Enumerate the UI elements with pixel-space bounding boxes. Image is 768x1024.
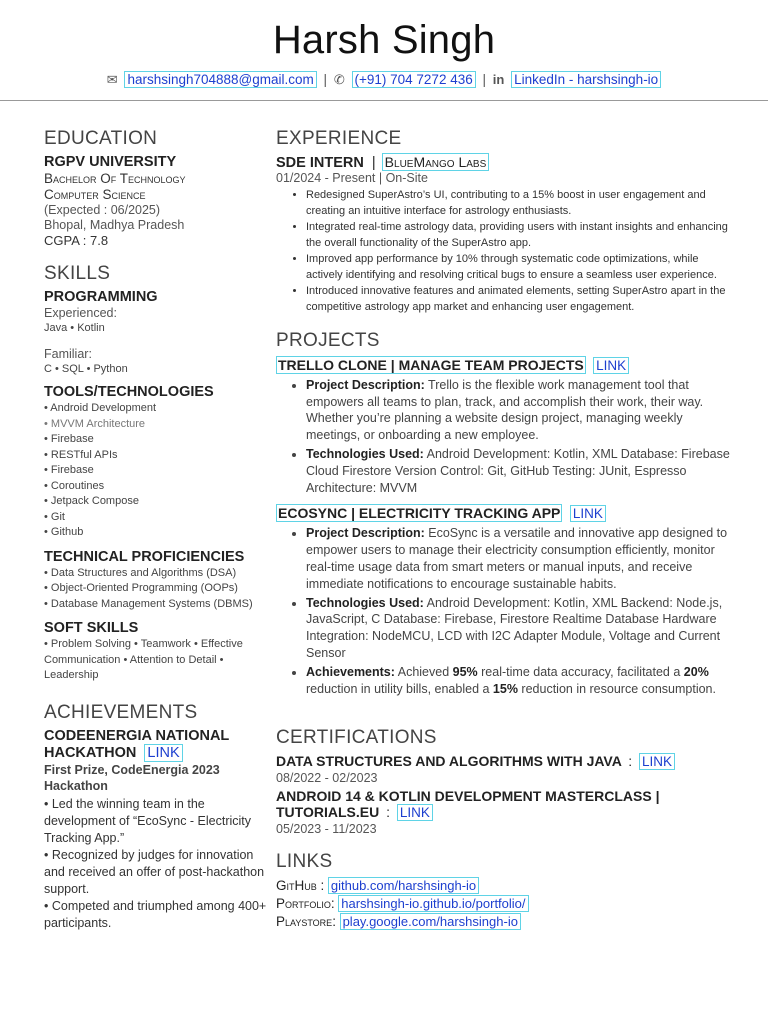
tools-item: • RESTful APIs bbox=[44, 448, 118, 461]
project-title[interactable]: ECOSYNC | ELECTRICITY TRACKING APP bbox=[278, 505, 561, 522]
github-link[interactable]: github.com/harshsingh-io bbox=[328, 877, 479, 894]
familiar-languages: C • SQL • Python bbox=[44, 362, 128, 375]
label: Project Description: bbox=[306, 526, 425, 541]
tools-item: • MVVM Architecture bbox=[44, 417, 146, 430]
tech-item: • Object-Oriented Programming (OOPs) bbox=[44, 582, 238, 594]
achievement-point: • Competed and triumphed among 400+ participants. bbox=[44, 898, 267, 930]
job-date: 01/2024 - Present | On-Site bbox=[276, 171, 428, 185]
tools-item: • Coroutines bbox=[44, 479, 105, 492]
project-achievements bbox=[306, 664, 736, 698]
portfolio-row bbox=[276, 895, 736, 913]
project-details bbox=[276, 377, 736, 497]
achievement-point: • Recognized by judges for innovation and received an offer of post-hackathon support. bbox=[44, 847, 265, 896]
projects-heading: PROJECTS bbox=[276, 329, 380, 351]
certification-name: DATA STRUCTURES AND ALGORITHMS WITH JAVA bbox=[276, 753, 622, 770]
job-role: SDE INTERN bbox=[276, 155, 364, 171]
candidate-name: Harsh Singh bbox=[272, 18, 496, 62]
envelope-icon: ✉ bbox=[106, 72, 118, 87]
hackathon-prize: First Prize, CodeEnergia 2023 Hackathon bbox=[44, 762, 220, 793]
job-title-line bbox=[276, 154, 736, 171]
project-title-line bbox=[276, 504, 736, 523]
linkedin-link[interactable]: LinkedIn - harshsingh-io bbox=[511, 71, 661, 88]
cgpa: CGPA : 7.8 bbox=[44, 233, 109, 248]
metric: 20% bbox=[683, 664, 709, 679]
header-divider bbox=[0, 100, 768, 101]
tools-item: • Git bbox=[44, 510, 65, 523]
certification-title-line bbox=[276, 804, 736, 822]
certification-name: TUTORIALS.EU bbox=[276, 804, 380, 821]
skills-heading: SKILLS bbox=[44, 263, 111, 284]
programming-heading: PROGRAMMING bbox=[44, 289, 158, 305]
contact-line bbox=[0, 72, 768, 88]
job-bullets bbox=[276, 188, 736, 316]
degree: Bachelor Of Technology bbox=[44, 171, 186, 186]
tools-item: • Firebase bbox=[44, 433, 94, 445]
hackathon-name-line2 bbox=[44, 745, 270, 762]
email-link[interactable]: harshsingh704888@gmail.com bbox=[124, 71, 316, 88]
project-technologies bbox=[306, 446, 736, 496]
right-column bbox=[276, 128, 736, 931]
project-details bbox=[276, 525, 736, 697]
separator: | bbox=[482, 72, 487, 87]
label: Achievements: bbox=[306, 664, 395, 679]
certification-link[interactable]: LINK bbox=[397, 804, 433, 821]
certification-link[interactable]: LINK bbox=[639, 753, 675, 770]
tech-item: • Database Management Systems (DBMS) bbox=[44, 597, 253, 610]
expected-graduation: (Expected : 06/2025) bbox=[44, 203, 161, 217]
phone-icon: ✆ bbox=[333, 72, 345, 87]
metric: 95% bbox=[452, 664, 478, 679]
experience-heading: EXPERIENCE bbox=[276, 128, 402, 149]
tools-item: • Firebase bbox=[44, 464, 94, 476]
soft-skills-list: • Problem Solving • Teamwork • Effective Communication • Attention to Detail • Leadership bbox=[44, 638, 243, 681]
separator: | bbox=[371, 155, 376, 171]
label: Technologies Used: bbox=[306, 447, 424, 462]
project-title-line bbox=[276, 356, 736, 375]
achievements-heading: ACHIEVEMENTS bbox=[44, 701, 198, 723]
description-text: Trello is the flexible work management tool that empowers all teams to plan, track, and accomplish their work, their way. Whether you’re planning a website design project, managing weekly meetings, or onboarding a new employee. bbox=[306, 377, 704, 443]
github-row bbox=[276, 877, 736, 895]
technologies-text: Android Development: Kotlin, XML Database: Firebase Cloud Firestore Version Control: Git, GitHub Testing: JUnit, Espresso Architecture: MVVM bbox=[306, 447, 730, 495]
tools-item: • Android Development bbox=[44, 402, 157, 414]
project-link[interactable]: LINK bbox=[570, 505, 606, 522]
project-title[interactable]: TRELLO CLONE | MANAGE TEAM PROJECTS bbox=[278, 356, 584, 373]
job-bullet: • Integrated real-time astrology data, providing users with instant insights and enhancing the overall functionality of the SuperAstro app. bbox=[306, 220, 736, 252]
portfolio-link[interactable]: harshsingh-io.github.io/portfolio/ bbox=[338, 895, 528, 912]
left-column bbox=[44, 128, 270, 932]
major: Computer Science bbox=[44, 187, 146, 202]
text: reduction in utility bills, enabled a bbox=[306, 681, 493, 696]
project-description bbox=[306, 377, 736, 444]
soft-skills-heading: SOFT SKILLS bbox=[44, 620, 139, 636]
certification-name: ANDROID 14 & KOTLIN DEVELOPMENT MASTERCLASS | bbox=[276, 787, 660, 804]
technologies-text: Android Development: Kotlin, XML Backend: Node.js, JavaScript, C Database: Firebase, Firestore Realtime Database Hardware Integration: NodeMCU, LCD with I2C Adapter Module, Voltage and Current Sensor bbox=[306, 595, 723, 661]
project-description bbox=[306, 525, 736, 592]
certification-date: 05/2023 - 11/2023 bbox=[276, 821, 377, 836]
label: Technologies Used: bbox=[306, 595, 424, 610]
certification-date: 08/2022 - 02/2023 bbox=[276, 770, 378, 785]
tools-heading: TOOLS/TECHNOLOGIES bbox=[44, 384, 214, 400]
school-name: RGPV UNIVERSITY bbox=[44, 154, 177, 170]
linkedin-icon: in bbox=[492, 72, 505, 87]
certification-title-line bbox=[276, 753, 736, 771]
links-heading: LINKS bbox=[276, 850, 333, 872]
label: Project Description: bbox=[306, 377, 425, 392]
tech-proficiencies-heading: TECHNICAL PROFICIENCIES bbox=[44, 548, 245, 565]
certifications-heading: CERTIFICATIONS bbox=[276, 727, 437, 749]
experienced-languages: Java • Kotlin bbox=[44, 322, 105, 334]
github-label: GitHub : bbox=[276, 877, 325, 893]
achievement-point: • Led the winning team in the development of “EcoSync - Electricity Tracking App.” bbox=[44, 796, 252, 845]
job-bullet: • Redesigned SuperAstro’s UI, contributing to a 15% boost in user engagement and creating an intuitive interface for astrology enthusiasts. bbox=[306, 188, 736, 220]
project-link[interactable]: LINK bbox=[593, 357, 629, 374]
school-location: Bhopal, Madhya Pradesh bbox=[44, 218, 185, 232]
project-technologies bbox=[306, 595, 736, 662]
separator: | bbox=[323, 72, 328, 87]
hackathon-name: CODEENERGIA NATIONAL bbox=[44, 727, 230, 744]
description-text: EcoSync is a versatile and innovative app designed to empower users to manage their electricity consumption efficiently, monitor real-time usage data from smart meters or manual inputs, and receive immediate notifications to encourage sustainable habits. bbox=[306, 526, 728, 591]
company-name[interactable]: BlueMango Labs bbox=[382, 153, 490, 171]
job-bullet: • Improved app performance by 10% through systematic code optimizations, while actively identifying and resolving critical bugs to ensure a seamless user experience. bbox=[306, 252, 736, 284]
separator: : bbox=[386, 804, 390, 821]
phone-link[interactable]: (+91) 704 7272 436 bbox=[352, 71, 476, 88]
playstore-label: Playstore: bbox=[276, 913, 336, 929]
portfolio-label: Portfolio: bbox=[276, 895, 335, 911]
tools-item: • Jetpack Compose bbox=[44, 495, 139, 507]
tech-item: • Data Structures and Algorithms (DSA) bbox=[44, 566, 237, 579]
text: Achieved bbox=[397, 664, 453, 679]
text: reduction in resource consumption. bbox=[517, 681, 716, 696]
metric: 15% bbox=[492, 681, 518, 696]
job-bullet: • Introduced innovative features and animated elements, setting SuperAstro apart in the competitive astrology app market and enhancing user engagement. bbox=[306, 284, 736, 316]
hackathon-name-text: HACKATHON bbox=[44, 744, 137, 761]
tools-item: • Github bbox=[44, 526, 84, 538]
separator: : bbox=[628, 753, 633, 770]
playstore-link[interactable]: play.google.com/harshsingh-io bbox=[340, 913, 521, 930]
playstore-row bbox=[276, 913, 736, 931]
text: real-time data accuracy, facilitated a bbox=[477, 664, 684, 679]
hackathon-link[interactable]: LINK bbox=[144, 744, 182, 762]
familiar-label: Familiar: bbox=[44, 346, 92, 361]
education-heading: EDUCATION bbox=[44, 128, 158, 149]
experienced-label: Experienced: bbox=[44, 306, 117, 320]
